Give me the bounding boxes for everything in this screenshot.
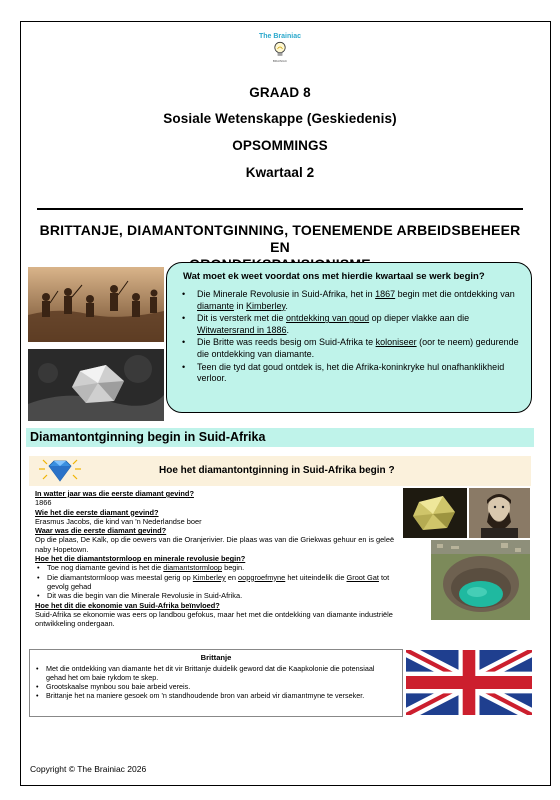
brand-name: The Brainiac [258,33,301,40]
big-hole-image [431,540,530,620]
callout-item: • Die Minerale Revolusie in Suid-Afrika, het in 1867 begin met die ontdekking van diamante in Kimberley. [179,289,521,312]
prior-knowledge-callout [166,262,532,413]
answer-2: Erasmus Jacobs, die kind van 'n Nederlandse boer [35,516,202,526]
section-header [26,428,534,447]
union-jack-flag-image [406,650,532,715]
miners-engraving-image [28,267,164,342]
rough-diamond-image [28,349,164,421]
brittanje-item: • Met die ontdekking van diamante het dit vir Brittanje duidelik geword dat die Kaapkolonie die potensiaal gehad het om baie rykdom te skep. [36,664,396,682]
answer-4-item: • Toe nog diamante gevind is het die diamantstormloop begin. [35,563,400,572]
brittanje-item: • Grootskaalse mynbou sou baie arbeid vereis. [36,682,396,691]
question-3: Waar was die eerste diamant gevind? [35,526,167,536]
question-banner [29,456,531,486]
page-title-line-1: BRITTANJE, DIAMANTONTGINNING, TOENEMENDE ARBEIDSBEHEER EN [39,222,521,255]
callout-item: • Teen die tyd dat goud ontdek is, het die Afrika-koninkryke hul onafhanklikheid verloor. [179,362,521,385]
brand-tagline: BRAINIAC [272,59,288,63]
yellow-diamond-image [403,488,467,538]
section-title: Diamantontginning begin in Suid-Afrika [30,430,266,444]
lightbulb-icon [273,41,287,59]
question-4: Hoe het die diamantstormloop en minerale revolusie begin? [35,554,246,564]
brittanje-item: • Brittanje het na maniere gesoek om 'n standhoudende bron van arbeid vir diamantmyne te verseker. [36,691,396,700]
answer-4-item: • Dit was die begin van die Minerale Revolusie in Suid-Afrika. [35,591,400,600]
callout-title: Wat moet ek weet voordat ons met hierdie kwartaal se werk begin? [183,271,485,282]
question-1: In watter jaar was die eerste diamant gevind? [35,489,194,498]
qa-section [35,489,400,628]
answer-3: Op die plaas, De Kalk, op die oewers van die Oranjerivier. Die plaas was van die Griekwas gehuur en is geleë naby Hopetown. [35,535,395,554]
callout-item: • Dit is versterk met die ontdekking van goud op dieper vlakke aan die Witwatersrand in 1886. [179,313,521,336]
term-heading: Kwartaal 2 [245,165,315,180]
header-divider [37,208,523,210]
portrait-image [469,488,530,538]
subject-heading: Sosiale Wetenskappe (Geskiedenis) [163,111,397,126]
answer-5: Suid-Afrika se ekonomie was eers op landbou gefokus, maar het met die ontdekking van diamante industriële ontwikkeling ondergaan. [35,609,393,629]
brittanje-box [29,649,403,717]
copyright-footer: Copyright © The Brainiac 2026 [30,764,147,774]
answer-4-item: • Die diamantstormloop was meestal gerig op Kimberley en oopgroefmyne het uiteindelik die Groot Gat tot gevolg gehad [35,573,400,592]
brittanje-list [36,664,396,700]
question-2: Wie het die eerste diamant gevind? [35,507,159,517]
answer-4-list [35,563,400,600]
callout-list [179,289,521,385]
grade-heading: GRAAD 8 [249,85,311,100]
brand-logo [249,33,311,63]
answer-1: 1866 [35,498,52,508]
brittanje-title: Brittanje [200,653,232,662]
question-5: Hoe het dit die ekonomie van Suid-Afrika beïnvloed? [35,600,220,610]
question-banner-title: Hoe het diamantontginning in Suid-Afrika begin ? [159,465,395,476]
diamond-icon [37,457,83,485]
callout-item: • Die Britte was reeds besig om Suid-Afrika te koloniseer (oor te neem) gedurende die ontdekking van diamante. [179,337,521,360]
doc-type-heading: OPSOMMINGS [232,138,328,153]
